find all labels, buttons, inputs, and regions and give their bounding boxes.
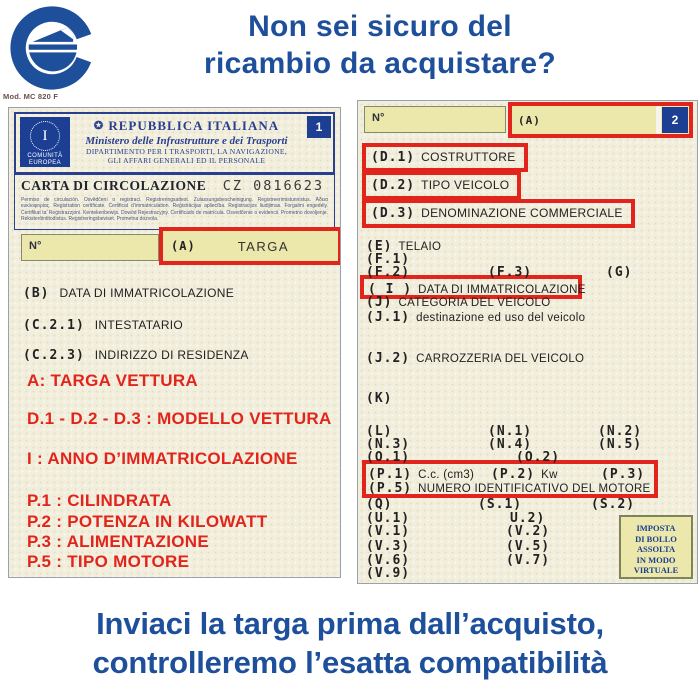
field-code: (G): [606, 265, 633, 280]
field-code: (P.5): [368, 481, 413, 496]
document-serial-number: CZ 0816623: [222, 178, 324, 194]
brand-logo-icon: [8, 2, 96, 94]
eu-community-box: [20, 117, 70, 167]
targa-field-label: TARGA: [237, 238, 290, 254]
field-label: COSTRUTTORE: [421, 150, 516, 164]
stamp-line: VIRTUALE: [633, 565, 679, 576]
page-number-badge-2: 2: [662, 107, 688, 133]
field-label: destinazione ed uso del veicolo: [416, 312, 586, 324]
field-label: CATEGORIA DEL VEICOLO: [398, 297, 551, 309]
field-code: U.2): [510, 511, 546, 526]
grid-field: [506, 551, 556, 569]
plate-field-code: (A): [518, 113, 541, 127]
stamp-line: IMPOSTA: [636, 523, 676, 533]
field-code: (N.5): [598, 437, 643, 452]
grid-field: [366, 448, 416, 466]
field-code: (V.1): [366, 524, 411, 539]
document-page-1: [8, 107, 341, 578]
italy-emblem-icon: ✪: [93, 120, 105, 132]
field-code: (D.3): [371, 206, 416, 221]
field-code: (C.2.1): [23, 318, 85, 333]
page-number-badge: 1: [307, 116, 331, 138]
document-title-box: [14, 174, 335, 230]
field-code: (F.2): [366, 265, 411, 280]
field-code: (F.3): [488, 265, 533, 280]
grid-field: [591, 495, 641, 513]
field-code: (E): [366, 239, 393, 254]
stamp-line: IN MODO: [636, 554, 676, 565]
red-annotation: P.1 : CILINDRATA: [27, 491, 172, 510]
model-field-highlighted: [362, 171, 521, 200]
red-annotation: A: TARGA VETTURA: [27, 371, 199, 390]
field-code: (K): [366, 391, 393, 406]
field-code: (N.3): [366, 437, 411, 452]
field-code: (C.2.3): [23, 348, 85, 363]
registration-field-row: [23, 316, 183, 334]
stamp-line: ASSOLTA: [636, 544, 676, 555]
field-code: (O.2): [516, 450, 561, 465]
field-code: (S.1): [478, 497, 523, 512]
department-line2: GLI AFFARI GENERALI ED IL PERSONALE: [107, 156, 266, 165]
field-label: DATA DI IMMATRICOLAZIONE: [418, 284, 586, 296]
field-code: (O.1): [366, 450, 411, 465]
field-code: (Q): [366, 497, 393, 512]
grid-field: [488, 263, 538, 281]
field-code: (D.1): [371, 150, 416, 165]
red-annotation: P.2 : POTENZA IN KILOWATT: [27, 512, 268, 531]
field-code: (J): [366, 295, 393, 310]
field-code: (V.5): [506, 539, 551, 554]
footer-note: [0, 604, 700, 682]
ministry-title: Ministero delle Infrastrutture e dei Trasporti: [85, 135, 288, 147]
department-line1: DIPARTIMENTO PER I TRASPORTI, LA NAVIGAZIONE,: [85, 147, 288, 156]
field-label: INTESTATARIO: [94, 318, 184, 332]
n-number-field-2: N°: [364, 106, 506, 133]
red-annotation: I : ANNO D’IMMATRICOLAZIONE: [27, 449, 298, 468]
registration-field-row: [23, 346, 249, 364]
multilingual-fine-print: Permiso de circulación. Osvědčení o registraci. Registreringsattest. Zulassungsbescheinigung. Registreerimistunnistus. Άδεια κυκλοφορίας. Registration certificate. Certificat d’immatriculation. Reģistrācijas apliecība. Registracijos liudijimas. Forgalmi engedély. Ċertifikat ta’ Reġistrazzjoni. Kentekenbewijs. Dowód Rejestracyjny. Certificado de matrícula. Osvedčenie o evidencii. Prometno dovoljenje. Rekisteröintitodistus. Registreringsbeviset. Prometna dozvola.: [21, 197, 328, 223]
field-label: INDIRIZZO DI RESIDENZA: [94, 348, 249, 362]
field-code: (P.2): [491, 467, 536, 482]
field-code: (D.2): [371, 178, 416, 193]
grid-field: [516, 448, 566, 466]
field-label: NUMERO IDENTIFICATIVO DEL MOTORE: [418, 483, 651, 495]
field-code: (V.7): [506, 553, 551, 568]
red-annotation: D.1 - D.2 - D.3 : MODELLO VETTURA: [27, 409, 332, 428]
red-annotation: P.3 : ALIMENTAZIONE: [27, 532, 210, 551]
field-code: (J.1): [366, 310, 411, 325]
eu-label-line2: EUROPEA: [28, 160, 62, 166]
country-title: REPUBBLICA ITALIANA: [108, 118, 280, 133]
field-code: (N.4): [488, 437, 533, 452]
field-label: DATA DI IMMATRICOLAZIONE: [59, 286, 235, 300]
footer-note-line2: controlleremo l’esatta compatibilità: [92, 645, 608, 680]
form-model-label: Mod. MC 820 F: [3, 92, 59, 101]
grid-field: [366, 308, 585, 326]
page-title-line2: ricambio da acquistare?: [203, 47, 557, 80]
model-field-highlighted: [362, 199, 635, 228]
field-code: (N.1): [488, 424, 533, 439]
grid-field: [606, 263, 638, 281]
page-title-line1: Non sei sicuro del: [248, 10, 512, 43]
field-code: (N.2): [598, 424, 643, 439]
field-code: (V.9): [366, 566, 411, 581]
field-label: DENOMINAZIONE COMMERCIALE: [421, 206, 623, 220]
bollo-stamp: [619, 515, 693, 579]
footer-note-line1: Inviaci la targa prima dall’acquisto,: [96, 606, 604, 641]
grid-field: [366, 263, 416, 281]
field-code: (V.3): [366, 539, 411, 554]
targa-field-highlighted: [159, 227, 341, 265]
field-code: (J.2): [366, 351, 411, 366]
eu-stars-icon: I: [30, 121, 60, 151]
field-code: (S.2): [591, 497, 636, 512]
model-field-highlighted: [362, 143, 528, 172]
field-code: (P.3): [601, 467, 646, 482]
field-code: (L): [366, 424, 393, 439]
document-title: CARTA DI CIRCOLAZIONE: [21, 178, 207, 193]
field-label: Kw: [541, 469, 558, 481]
plate-field-highlighted: [508, 102, 693, 138]
field-label: CARROZZERIA DEL VEICOLO: [416, 353, 585, 365]
field-label: TIPO VEICOLO: [421, 178, 510, 192]
field-label: TELAIO: [398, 241, 442, 253]
field-code: (V.2): [506, 524, 551, 539]
field-label: C.c. (cm3): [418, 469, 475, 481]
field-code: (V.6): [366, 553, 411, 568]
grid-field: [598, 435, 648, 453]
field-code: (U.1): [366, 511, 411, 526]
field-code: ( I ): [368, 282, 413, 297]
grid-field: [366, 349, 584, 367]
page-title: [120, 8, 640, 82]
grid-field: [366, 564, 416, 582]
targa-field-code: (A): [171, 239, 196, 253]
red-annotation: P.5 : TIPO MOTORE: [27, 552, 190, 571]
field-code: (B): [23, 286, 50, 301]
n-number-field: N°: [21, 234, 159, 261]
grid-field: [366, 389, 398, 407]
stamp-line: DI BOLLO: [635, 533, 677, 544]
field-code: (P.1): [368, 467, 413, 482]
field-code: (F.1): [366, 252, 411, 267]
eu-label-line1: COMUNITÀ: [27, 153, 63, 159]
registration-field-row: [23, 284, 234, 302]
document-page-2: [357, 100, 698, 584]
document-header: [14, 112, 335, 174]
